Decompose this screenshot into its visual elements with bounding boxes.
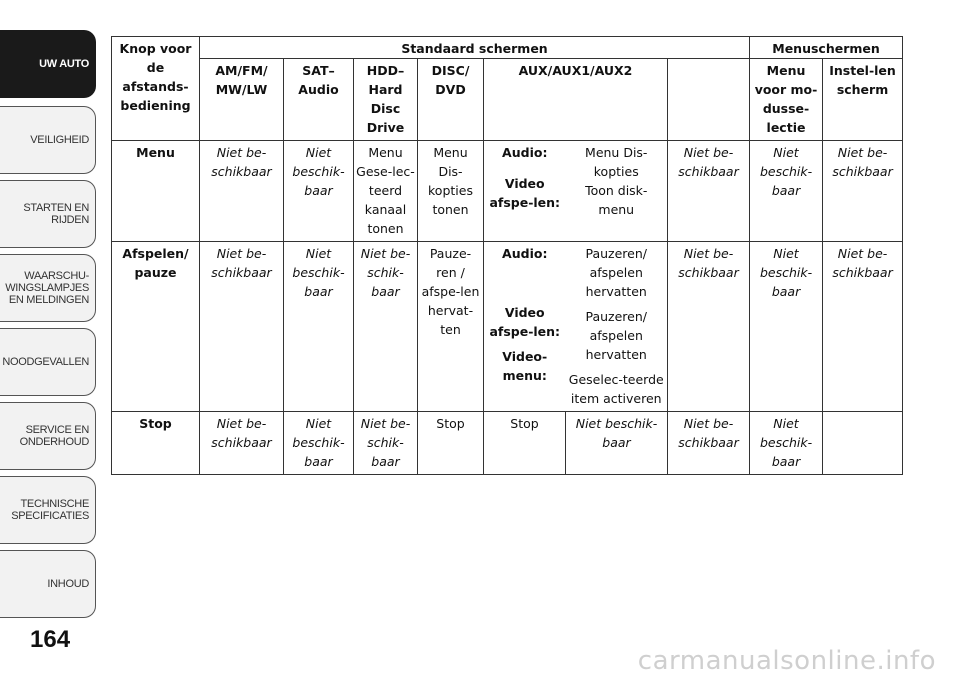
header-sat: SAT– Audio	[284, 59, 354, 141]
cell-hdd: Niet be-schik-baar	[354, 242, 418, 412]
row-key: Menu	[112, 141, 200, 242]
tab-uw-auto[interactable]: UW AUTO	[0, 30, 96, 98]
cell-sat: Niet beschik-baar	[284, 242, 354, 412]
cell-aux-labels	[484, 141, 566, 242]
cell-col7: Niet be-schikbaar	[668, 141, 750, 242]
table-row-stop	[112, 412, 903, 475]
cell-col7: Niet be-schikbaar	[668, 242, 750, 412]
aux-value-audio: Pauzeren/ afspelen hervatten	[585, 246, 647, 299]
cell-menu-mod: Niet beschik-baar	[750, 412, 823, 475]
tab-starten-en-rijden[interactable]: STARTEN EN RIJDEN	[0, 180, 96, 248]
row-key: Afspelen/ pauze	[112, 242, 200, 412]
cell-aux-labels	[484, 242, 566, 412]
cell-hdd: Niet be-schik-baar	[354, 412, 418, 475]
tab-service-en-onderhoud[interactable]: SERVICE EN ONDERHOUD	[0, 402, 96, 470]
cell-amfm: Niet be-schikbaar	[200, 242, 284, 412]
page-number: 164	[30, 626, 71, 653]
remote-buttons-table	[111, 36, 903, 475]
tab-technische-specificaties[interactable]: TECHNISCHE SPECIFICATIES	[0, 476, 96, 544]
header-disc: DISC/ DVD	[418, 59, 484, 141]
cell-amfm: Niet be-schikbaar	[200, 412, 284, 475]
cell-instel: Niet be-schikbaar	[823, 141, 903, 242]
aux-label-video: Video afspe-len:	[489, 305, 561, 339]
header-hdd: HDD– Hard Disc Drive	[354, 59, 418, 141]
cell-hdd: Menu Gese-lec-teerd kanaal tonen	[354, 141, 418, 242]
header-standaard-schermen: Standaard schermen	[200, 37, 750, 59]
header-menu-modusselectie: Menu voor mo-dusse-lectie	[750, 59, 823, 141]
cell-instel	[823, 412, 903, 475]
aux-value-video: Pauzeren/ afspelen hervatten	[585, 309, 647, 362]
header-instellen-scherm: Instel-len scherm	[823, 59, 903, 141]
tab-noodgevallen[interactable]: NOODGEVALLEN	[0, 328, 96, 396]
cell-instel: Niet be-schikbaar	[823, 242, 903, 412]
header-amfm: AM/FM/ MW/LW	[200, 59, 284, 141]
row-key: Stop	[112, 412, 200, 475]
aux-value-videomenu: Geselec-teerde item activeren	[568, 372, 664, 406]
table-row-menu	[112, 141, 903, 242]
watermark: carmanualsonline.info	[637, 646, 936, 676]
aux-value-audio: Menu Dis-kopties	[585, 145, 648, 179]
cell-aux-values	[566, 141, 668, 242]
cell-aux-value: Niet beschik-baar	[566, 412, 668, 475]
aux-label-audio: Audio:	[502, 246, 548, 261]
cell-sat: Niet beschik-baar	[284, 141, 354, 242]
cell-disc: Stop	[418, 412, 484, 475]
header-knop: Knop voor de afstands-bediening	[112, 37, 200, 141]
table-row-afspelen-pauze	[112, 242, 903, 412]
aux-value-video: Toon disk-menu	[585, 183, 648, 217]
cell-aux-values	[566, 242, 668, 412]
tab-inhoud[interactable]: INHOUD	[0, 550, 96, 618]
aux-label-video: Video afspe-len:	[489, 176, 561, 210]
header-menuschermen: Menuschermen	[750, 37, 903, 59]
header-empty	[668, 59, 750, 141]
tab-waarschuwingslampjes[interactable]: WAARSCHU-WINGSLAMPJES EN MELDINGEN	[0, 254, 96, 322]
cell-disc: Pauze-ren / afspe-len hervat-ten	[418, 242, 484, 412]
cell-menu-mod: Niet beschik-baar	[750, 242, 823, 412]
header-aux: AUX/AUX1/AUX2	[484, 59, 668, 141]
cell-disc: Menu Dis-kopties tonen	[418, 141, 484, 242]
aux-label-videomenu: Video-menu:	[502, 349, 548, 383]
aux-label-audio: Audio:	[502, 145, 548, 160]
cell-aux-stop: Stop	[484, 412, 566, 475]
cell-col7: Niet be-schikbaar	[668, 412, 750, 475]
cell-amfm: Niet be-schikbaar	[200, 141, 284, 242]
cell-menu-mod: Niet beschik-baar	[750, 141, 823, 242]
tab-veiligheid[interactable]: VEILIGHEID	[0, 106, 96, 174]
cell-sat: Niet beschik-baar	[284, 412, 354, 475]
